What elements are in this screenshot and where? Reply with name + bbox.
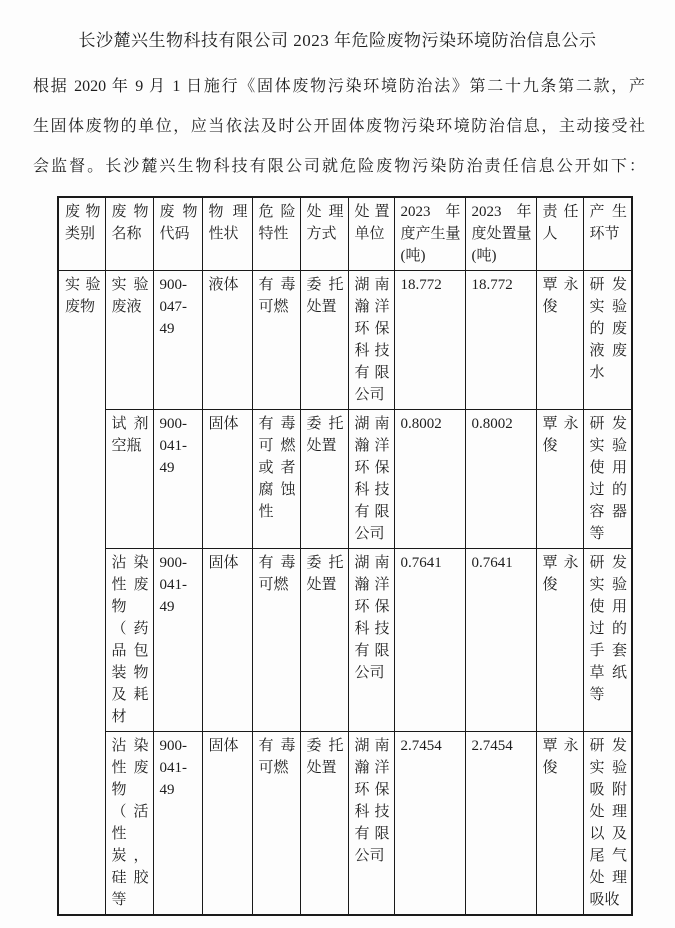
cell-waste-name: 试剂空瓶	[105, 410, 153, 549]
cell-responsible-person: 覃永俊	[536, 732, 583, 916]
cell-disposed-amount: 2.7454	[465, 732, 536, 916]
cell-waste-code: 900-041-49	[153, 549, 202, 732]
column-header-waste-code: 废物代码	[153, 197, 202, 271]
table-row	[58, 732, 632, 916]
column-header-hazard-traits: 危险特性	[252, 197, 300, 271]
cell-generation-stage: 研发实验吸附处理以及尾气处理吸收	[583, 732, 632, 916]
cell-physical-state: 固体	[202, 549, 252, 732]
cell-waste-code: 900-041-49	[153, 410, 202, 549]
column-header-produced-2023: 2023 年度产生量 (吨)	[394, 197, 465, 271]
table-header-row	[58, 197, 632, 271]
cell-disposal-unit: 湖南瀚洋环保科技有限公司	[348, 549, 394, 732]
cell-generation-stage: 研发实验的废液废水	[583, 271, 632, 410]
cell-responsible-person: 覃永俊	[536, 410, 583, 549]
cell-disposal-unit: 湖南瀚洋环保科技有限公司	[348, 732, 394, 916]
cell-hazard-traits: 有毒可燃	[252, 271, 300, 410]
cell-produced-amount: 0.7641	[394, 549, 465, 732]
intro-paragraph	[33, 67, 645, 187]
intro-line-3: 会监督。长沙麓兴生物科技有限公司就危险废物污染防治责任信息公开如下：	[33, 158, 645, 175]
cell-waste-name: 沾染性废物（活性炭，硅胶等	[105, 732, 153, 916]
cell-disposed-amount: 18.772	[465, 271, 536, 410]
cell-waste-name: 沾染性废物（药品包装物及耗材	[105, 549, 153, 732]
column-header-generation-stage: 产生环节	[583, 197, 632, 271]
cell-waste-code: 900-047-49	[153, 271, 202, 410]
table-row	[58, 271, 632, 410]
cell-disposed-amount: 0.7641	[465, 549, 536, 732]
column-header-responsible-person: 责任人	[536, 197, 583, 271]
cell-produced-amount: 18.772	[394, 271, 465, 410]
cell-responsible-person: 覃永俊	[536, 271, 583, 410]
cell-treatment-method: 委托处置	[300, 732, 348, 916]
cell-disposed-amount: 0.8002	[465, 410, 536, 549]
cell-physical-state: 固体	[202, 410, 252, 549]
cell-responsible-person: 覃永俊	[536, 549, 583, 732]
hazardous-waste-table	[57, 196, 633, 916]
column-header-waste-name: 废物名称	[105, 197, 153, 271]
table-row	[58, 410, 632, 549]
cell-disposal-unit: 湖南瀚洋环保科技有限公司	[348, 271, 394, 410]
intro-line-2: 生固体废物的单位，应当依法及时公开固体废物污染环境防治信息，主动接受社	[33, 118, 645, 135]
column-header-physical-state: 物理性状	[202, 197, 252, 271]
cell-hazard-traits: 有毒可燃	[252, 732, 300, 916]
cell-physical-state: 固体	[202, 732, 252, 916]
cell-hazard-traits: 有毒可燃或者腐蚀性	[252, 410, 300, 549]
column-header-treatment-method: 处理方式	[300, 197, 348, 271]
table-row	[58, 549, 632, 732]
cell-hazard-traits: 有毒可燃	[252, 549, 300, 732]
cell-waste-category: 实验废物	[58, 271, 105, 916]
cell-generation-stage: 研发实验使用过的手套草纸等	[583, 549, 632, 732]
page-title: 长沙麓兴生物科技有限公司 2023 年危险废物污染环境防治信息公示	[78, 31, 597, 50]
cell-produced-amount: 0.8002	[394, 410, 465, 549]
cell-disposal-unit: 湖南瀚洋环保科技有限公司	[348, 410, 394, 549]
cell-treatment-method: 委托处置	[300, 271, 348, 410]
cell-generation-stage: 研发实验使用过的容器等	[583, 410, 632, 549]
column-header-disposal-unit: 处置单位	[348, 197, 394, 271]
cell-treatment-method: 委托处置	[300, 410, 348, 549]
intro-line-1: 根据 2020 年 9 月 1 日施行《固体废物污染环境防治法》第二十九条第二款，产	[33, 78, 645, 95]
cell-physical-state: 液体	[202, 271, 252, 410]
column-header-waste-category: 废物类别	[58, 197, 105, 271]
cell-waste-name: 实验废液	[105, 271, 153, 410]
cell-produced-amount: 2.7454	[394, 732, 465, 916]
cell-waste-code: 900-041-49	[153, 732, 202, 916]
cell-treatment-method: 委托处置	[300, 549, 348, 732]
column-header-disposed-2023: 2023 年度处置量 (吨)	[465, 197, 536, 271]
